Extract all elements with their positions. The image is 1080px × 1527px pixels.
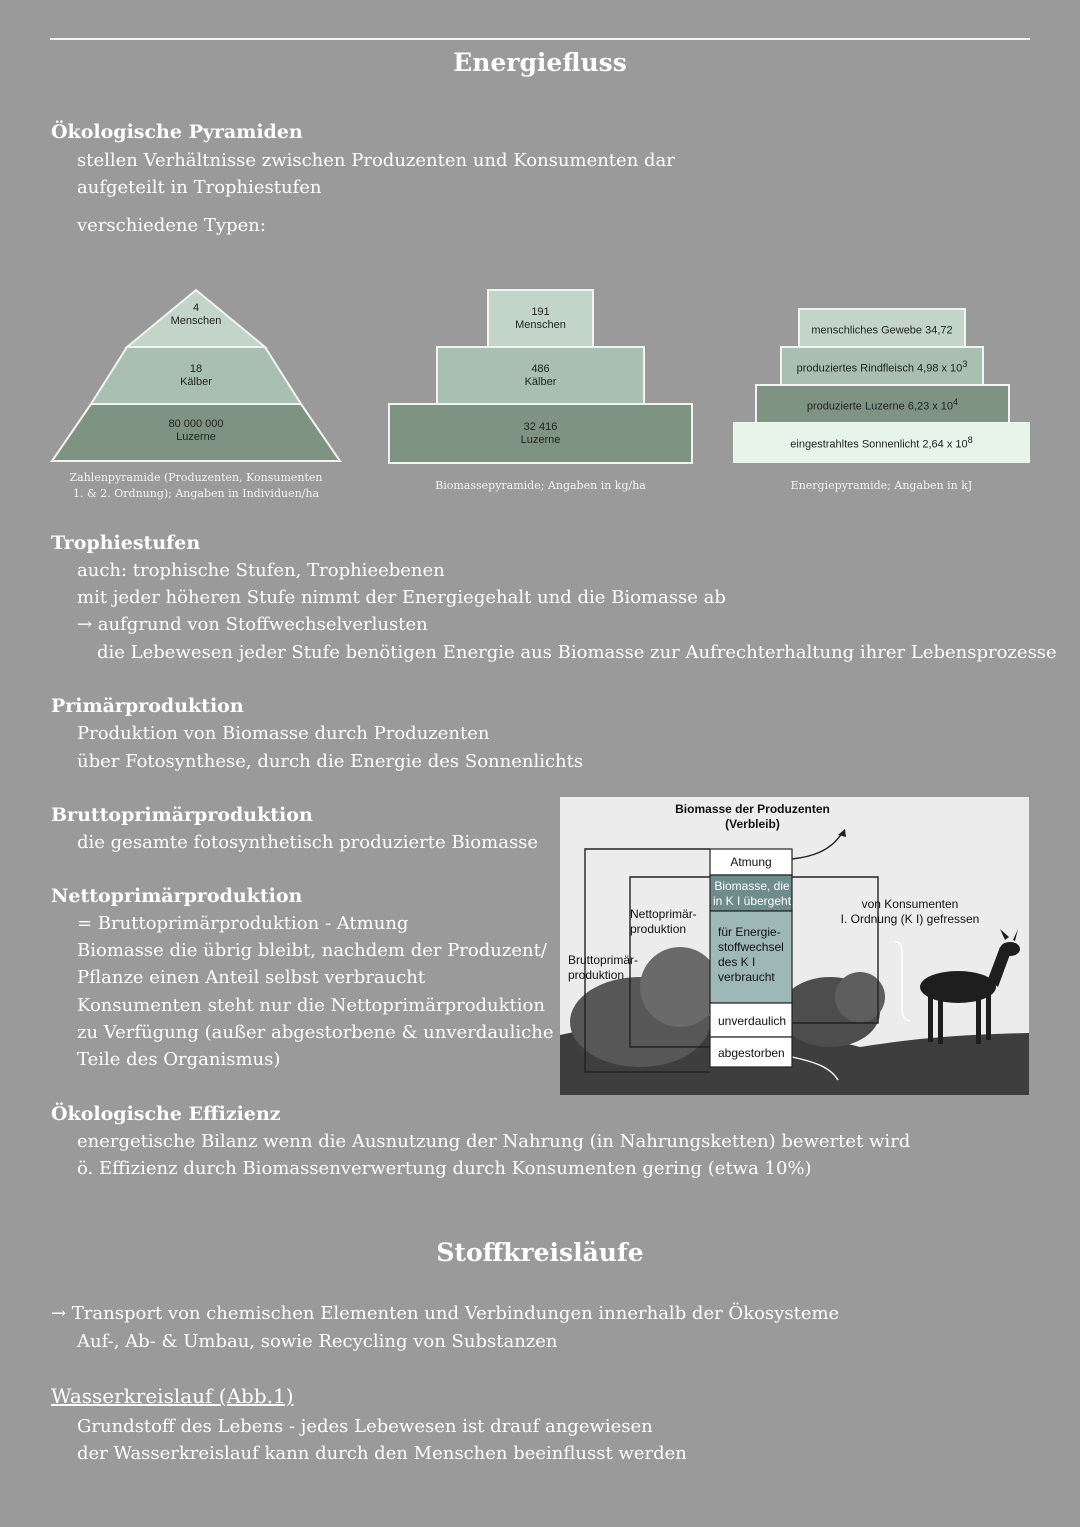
top-rule bbox=[50, 38, 1030, 40]
text-line: Pflanze einen Anteil selbst verbraucht bbox=[77, 967, 426, 988]
heading-pyramiden: Ökologische Pyramiden bbox=[51, 121, 303, 143]
label-unverdaulich: unverdaulich bbox=[718, 1014, 787, 1028]
label-energiestoffwechsel: für Energie- stoffwechsel des K I verbraucht bbox=[718, 925, 784, 984]
text-line: der Wasserkreislauf kann durch den Menschen beeinflusst werden bbox=[77, 1443, 687, 1464]
caption-energiepyramide: Energiepyramide; Angaben in kJ bbox=[790, 479, 973, 492]
pyramid-level-top: 4 Menschen bbox=[170, 302, 222, 327]
heading-nettoprimaerproduktion: Nettoprimärproduktion bbox=[51, 885, 303, 907]
energie-level-2: produziertes Rindfleisch 4,98 x $10^3$ bbox=[780, 346, 984, 387]
text-line: ö. Effizienz durch Biomassenverwertung durch Konsumenten gering (etwa 10%) bbox=[77, 1158, 812, 1179]
text-line: Konsumenten steht nur die Nettoprimärproduktion bbox=[77, 995, 545, 1016]
text-line: zu Verfügung (außer abgestorbene & unverdauliche bbox=[77, 1022, 554, 1043]
caption-zahlenpyramide: Zahlenpyramide (Produzenten, Konsumenten 1. & 2. Ordnung); Angaben in Individuen/ha bbox=[69, 471, 323, 500]
energie-level-4: eingestrahltes Sonnenlicht 2,64 x $10^8$ bbox=[733, 422, 1030, 463]
text-line: Auf-, Ab- & Umbau, sowie Recycling von Substanzen bbox=[77, 1331, 558, 1352]
energie-level-3: produzierte Luzerne 6,23 x $10^4$ bbox=[755, 384, 1010, 425]
text-line: über Fotosynthese, durch die Energie des Sonnenlichts bbox=[77, 751, 584, 772]
label-konsumenten: von Konsumenten I. Ordnung (K I) gefressen bbox=[840, 897, 980, 926]
label-uebergang: Biomasse, die in K I übergeht bbox=[712, 879, 792, 908]
text-line: die gesamte fotosynthetisch produzierte Biomasse bbox=[77, 832, 539, 853]
caption-biomassepyramide: Biomassepyramide; Angaben in kg/ha bbox=[435, 479, 646, 492]
energie-level-1: menschliches Gewebe 34,72 bbox=[798, 308, 966, 349]
text-line: aufgeteilt in Trophiestufen bbox=[77, 177, 322, 198]
heading-trophiestufen: Trophiestufen bbox=[51, 532, 201, 554]
heading-wasserkreislauf: Wasserkreislauf (Abb.1) bbox=[51, 1384, 294, 1408]
text-line: verschiedene Typen: bbox=[77, 215, 266, 236]
biomasse-level-base: 32 416 Luzerne bbox=[388, 403, 693, 464]
section-title-stoffkreislaeufe: Stoffkreisläufe bbox=[436, 1238, 644, 1267]
text-line: Grundstoff des Lebens - jedes Lebewesen ist drauf angewiesen bbox=[77, 1416, 653, 1437]
diagram-title: Biomasse der Produzenten (Verbleib) bbox=[675, 802, 830, 831]
pyramid-level-mid: 18 Kälber bbox=[180, 363, 212, 388]
diagram-graphics bbox=[560, 797, 1029, 1095]
page-title: Energiefluss bbox=[453, 48, 627, 77]
heading-primaerproduktion: Primärproduktion bbox=[51, 695, 244, 717]
text-line: → Transport von chemischen Elementen und Verbindungen innerhalb der Ökosysteme bbox=[51, 1303, 840, 1324]
label-nettoprimaerproduktion: Nettoprimär- produktion bbox=[630, 907, 697, 936]
text-line: energetische Bilanz wenn die Ausnutzung der Nahrung (in Nahrungsketten) bewertet wird bbox=[77, 1131, 911, 1152]
text-line: Produktion von Biomasse durch Produzenten bbox=[77, 723, 490, 744]
text-line: mit jeder höheren Stufe nimmt der Energiegehalt und die Biomasse ab bbox=[77, 587, 726, 608]
heading-bruttoprimaerproduktion: Bruttoprimärproduktion bbox=[51, 804, 313, 826]
label-abgestorben: abgestorben bbox=[718, 1046, 785, 1060]
pyramid-level-base: 80 000 000 Luzerne bbox=[168, 418, 224, 443]
biomasse-verbleib-diagram bbox=[560, 797, 1029, 1095]
label-bruttoprimaerproduktion: Bruttoprimär- produktion bbox=[568, 953, 639, 982]
biomasse-level-mid: 486 Kälber bbox=[436, 346, 645, 406]
biomasse-level-top: 191 Menschen bbox=[487, 289, 594, 349]
text-line: auch: trophische Stufen, Trophieebenen bbox=[77, 560, 445, 581]
text-line: → aufgrund von Stoffwechselverlusten bbox=[77, 614, 428, 635]
heading-oekologische-effizienz: Ökologische Effizienz bbox=[51, 1103, 281, 1125]
text-line: stellen Verhältnisse zwischen Produzenten und Konsumenten dar bbox=[77, 150, 675, 171]
text-line: die Lebewesen jeder Stufe benötigen Energie aus Biomasse zur Aufrechterhaltung ihrer Lebensprozesse bbox=[97, 642, 1057, 663]
label-atmung: Atmung bbox=[730, 855, 772, 869]
text-line: Teile des Organismus) bbox=[77, 1049, 281, 1070]
text-line: = Bruttoprimärproduktion - Atmung bbox=[77, 913, 409, 934]
text-line: Biomasse die übrig bleibt, nachdem der Produzent/ bbox=[77, 940, 547, 961]
